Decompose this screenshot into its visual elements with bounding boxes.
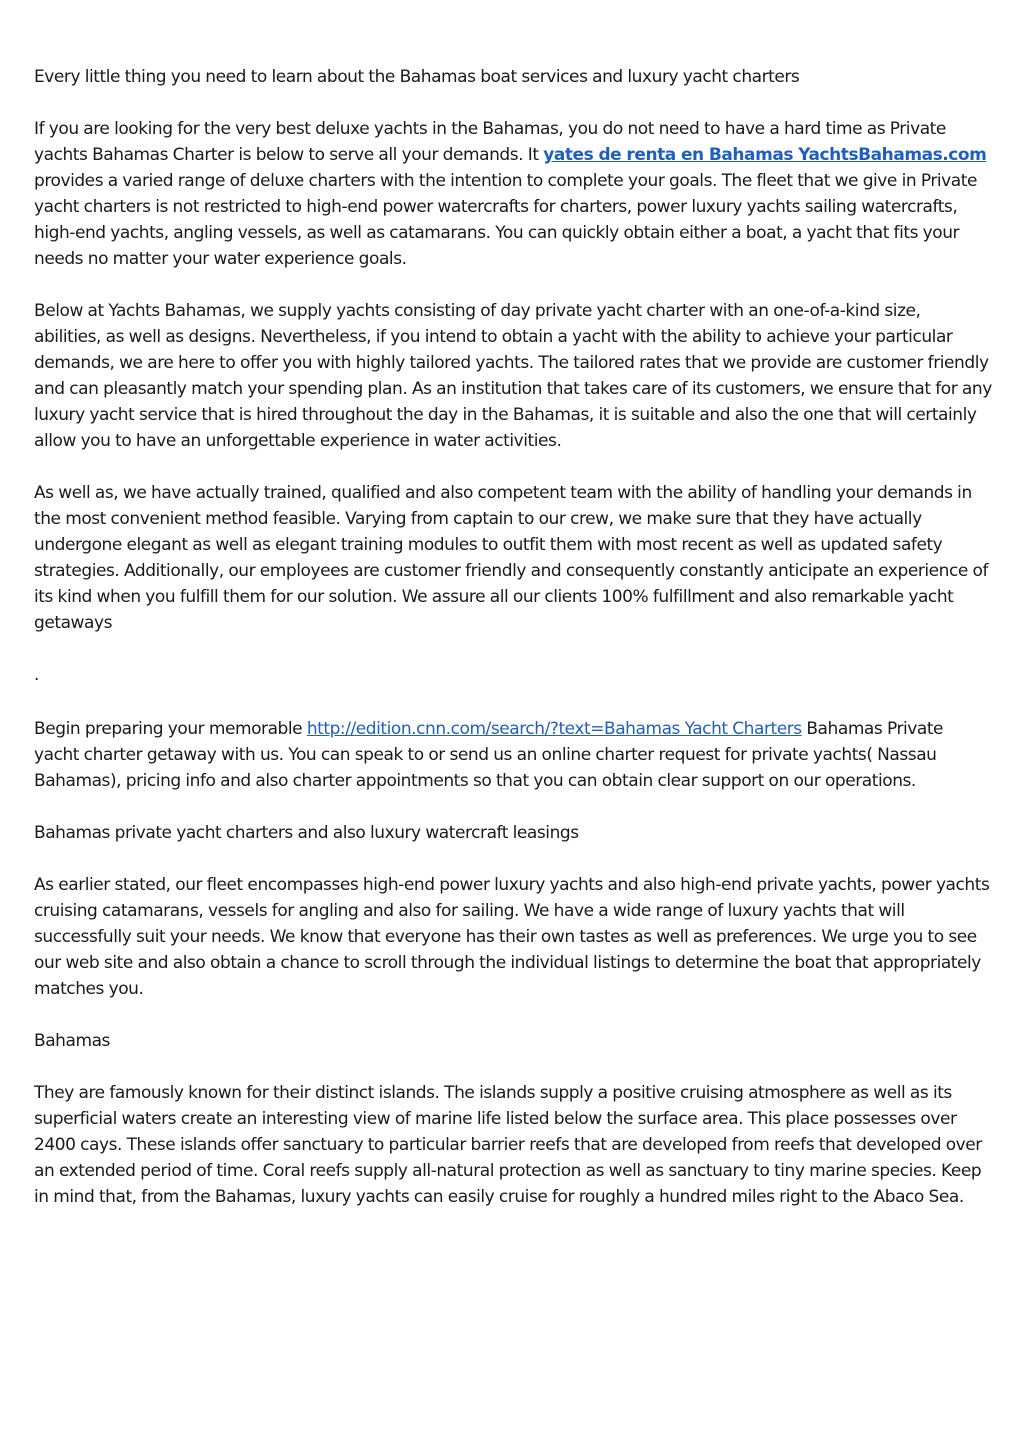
document-page (34, 64, 992, 1236)
paragraph-dot: . (34, 665, 39, 685)
heading-bahamas: Bahamas (34, 1031, 110, 1051)
document-title-line: Every little thing you need to learn about the Bahamas boat services and luxury yacht charters (34, 67, 800, 87)
paragraph-begin-text-after: Bahamas Private yacht charter getaway with us. You can speak to or send us an online charter request for private yachts( Nassau Bahamas), pricing info and also charter appointments so that you can obtain clear support on our operations. (34, 719, 944, 791)
paragraph-yachts-bahamas: Below at Yachts Bahamas, we supply yachts consisting of day private yacht charter with an one-of-a-kind size, abilities, as well as designs. Nevertheless, if you intend to obtain a yacht with the ability to achieve your particular demands, we are here to offer you with highly tailored yachts. The tailored rates that we provide are customer friendly and can pleasantly match your spending plan. As an institution that takes care of its customers, we ensure that for any luxury yacht service that is hired throughout the day in the Bahamas, it is suitable and also the one that will certainly allow you to have an unforgettable experience in water activities. (34, 301, 992, 451)
paragraph-intro-text-before: If you are looking for the very best deluxe yachts in the Bahamas, you do not need to have a hard time as Private yachts Bahamas Charter is below to serve all your demands. It (34, 119, 946, 165)
paragraph-begin-preparing (34, 716, 992, 794)
cnn-search-link[interactable]: http://edition.cnn.com/search/?text=Bahamas Yacht Charters (306, 719, 802, 739)
paragraph-intro (34, 116, 992, 272)
paragraph-intro-text-after: provides a varied range of deluxe charters with the intention to complete your goals. The fleet that we give in Private yacht charters is not restricted to high-end power watercrafts for charters, power luxury yachts sailing watercrafts, high-end yachts, angling vessels, as well as catamarans. You can quickly obtain either a boat, a yacht that fits your needs no matter your water experience goals. (34, 171, 977, 269)
paragraph-islands: They are famously known for their distinct islands. The islands supply a positive cruising atmosphere as well as its superficial waters create an interesting view of marine life listed below the surface area. This place possesses over 2400 cays. These islands offer sanctuary to particular barrier reefs that are developed from reefs that developed over an extended period of time. Coral reefs supply all-natural protection as well as sanctuary to tiny marine species. Keep in mind that, from the Bahamas, luxury yachts can easily cruise for roughly a hundred miles right to the Abaco Sea. (34, 1083, 982, 1207)
subheading-private-charters: Bahamas private yacht charters and also luxury watercraft leasings (34, 823, 579, 843)
yachts-bahamas-link[interactable]: yates de renta en Bahamas YachtsBahamas.com (543, 145, 987, 165)
paragraph-fleet: As earlier stated, our fleet encompasses high-end power luxury yachts and also high-end private yachts, power yachts cruising catamarans, vessels for angling and also for sailing. We have a wide range of luxury yachts that will successfully suit your needs. We know that everyone has their own tastes as well as preferences. We urge you to see our web site and also obtain a chance to scroll through the individual listings to determine the boat that appropriately matches you. (34, 875, 990, 999)
paragraph-begin-text-before: Begin preparing your memorable (34, 719, 307, 739)
paragraph-team: As well as, we have actually trained, qualified and also competent team with the ability of handling your demands in the most convenient method feasible. Varying from captain to our crew, we make sure that they have actually undergone elegant as well as elegant training modules to outfit them with most recent as well as updated safety strategies. Additionally, our employees are customer friendly and consequently constantly anticipate an experience of its kind when you fulfill them for our solution. We assure all our clients 100% fulfillment and also remarkable yacht getaways (34, 483, 989, 633)
